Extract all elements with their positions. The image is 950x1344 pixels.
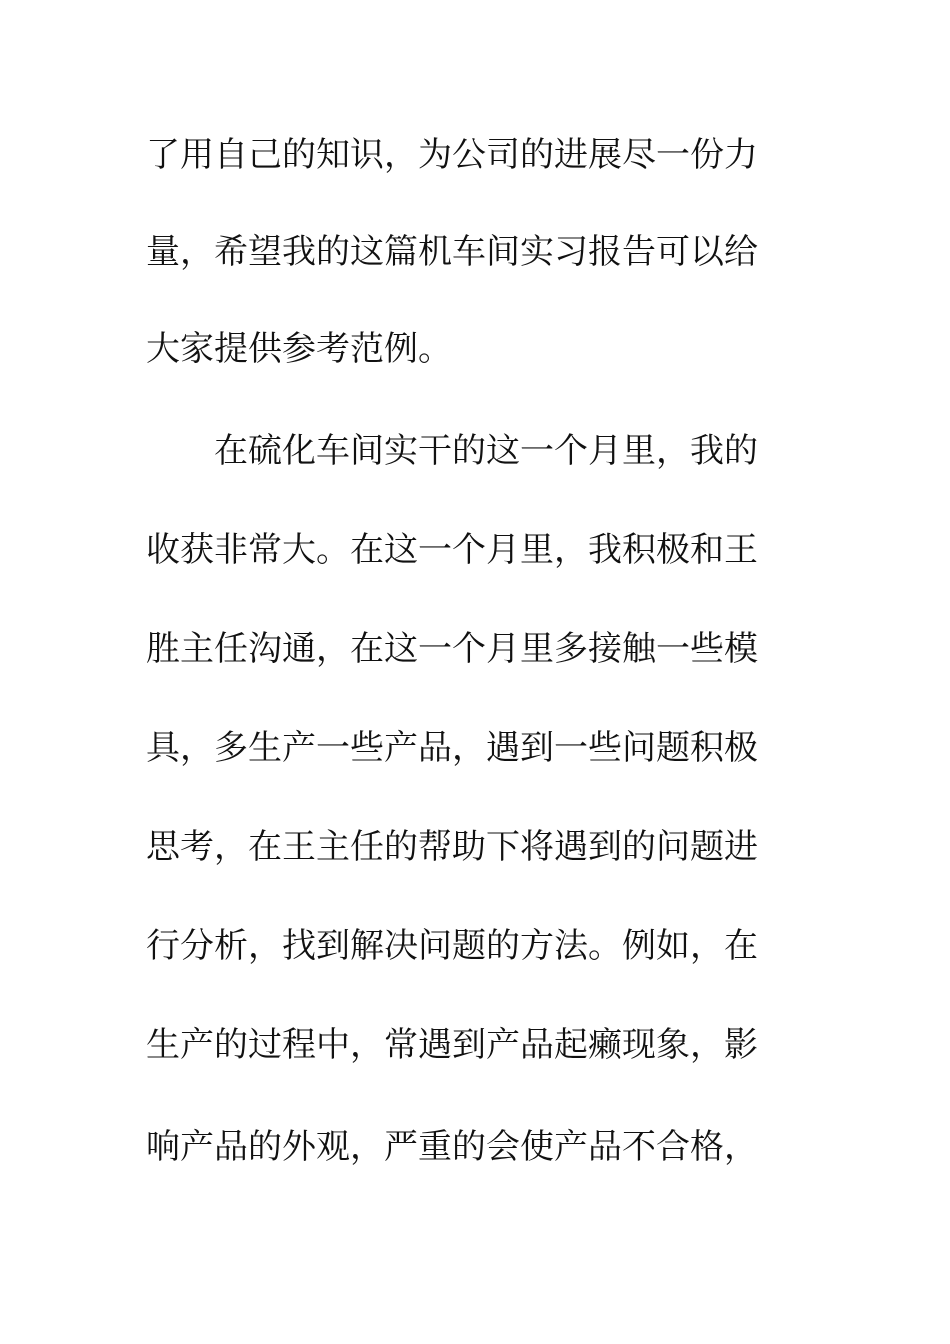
text-line: 大家提供参考范例。 bbox=[146, 329, 452, 369]
text-line: 生产的过程中，常遇到产品起癞现象，影 bbox=[146, 1025, 758, 1065]
text-line: 响产品的外观，严重的会使产品不合格， bbox=[146, 1127, 758, 1167]
text-line: 收获非常大。在这一个月里，我积极和王 bbox=[146, 530, 758, 570]
text-line: 思考，在王主任的帮助下将遇到的问题进 bbox=[146, 827, 758, 867]
text-line: 了用自己的知识，为公司的进展尽一份力 bbox=[146, 135, 758, 175]
paragraph-first-line: 在硫化车间实干的这一个月里，我的 bbox=[214, 431, 758, 471]
text-line: 行分析，找到解决问题的方法。例如，在 bbox=[146, 926, 758, 966]
text-line: 具，多生产一些产品，遇到一些问题积极 bbox=[146, 728, 758, 768]
text-line: 量，希望我的这篇机车间实习报告可以给 bbox=[146, 232, 758, 272]
text-line: 胜主任沟通，在这一个月里多接触一些模 bbox=[146, 629, 758, 669]
